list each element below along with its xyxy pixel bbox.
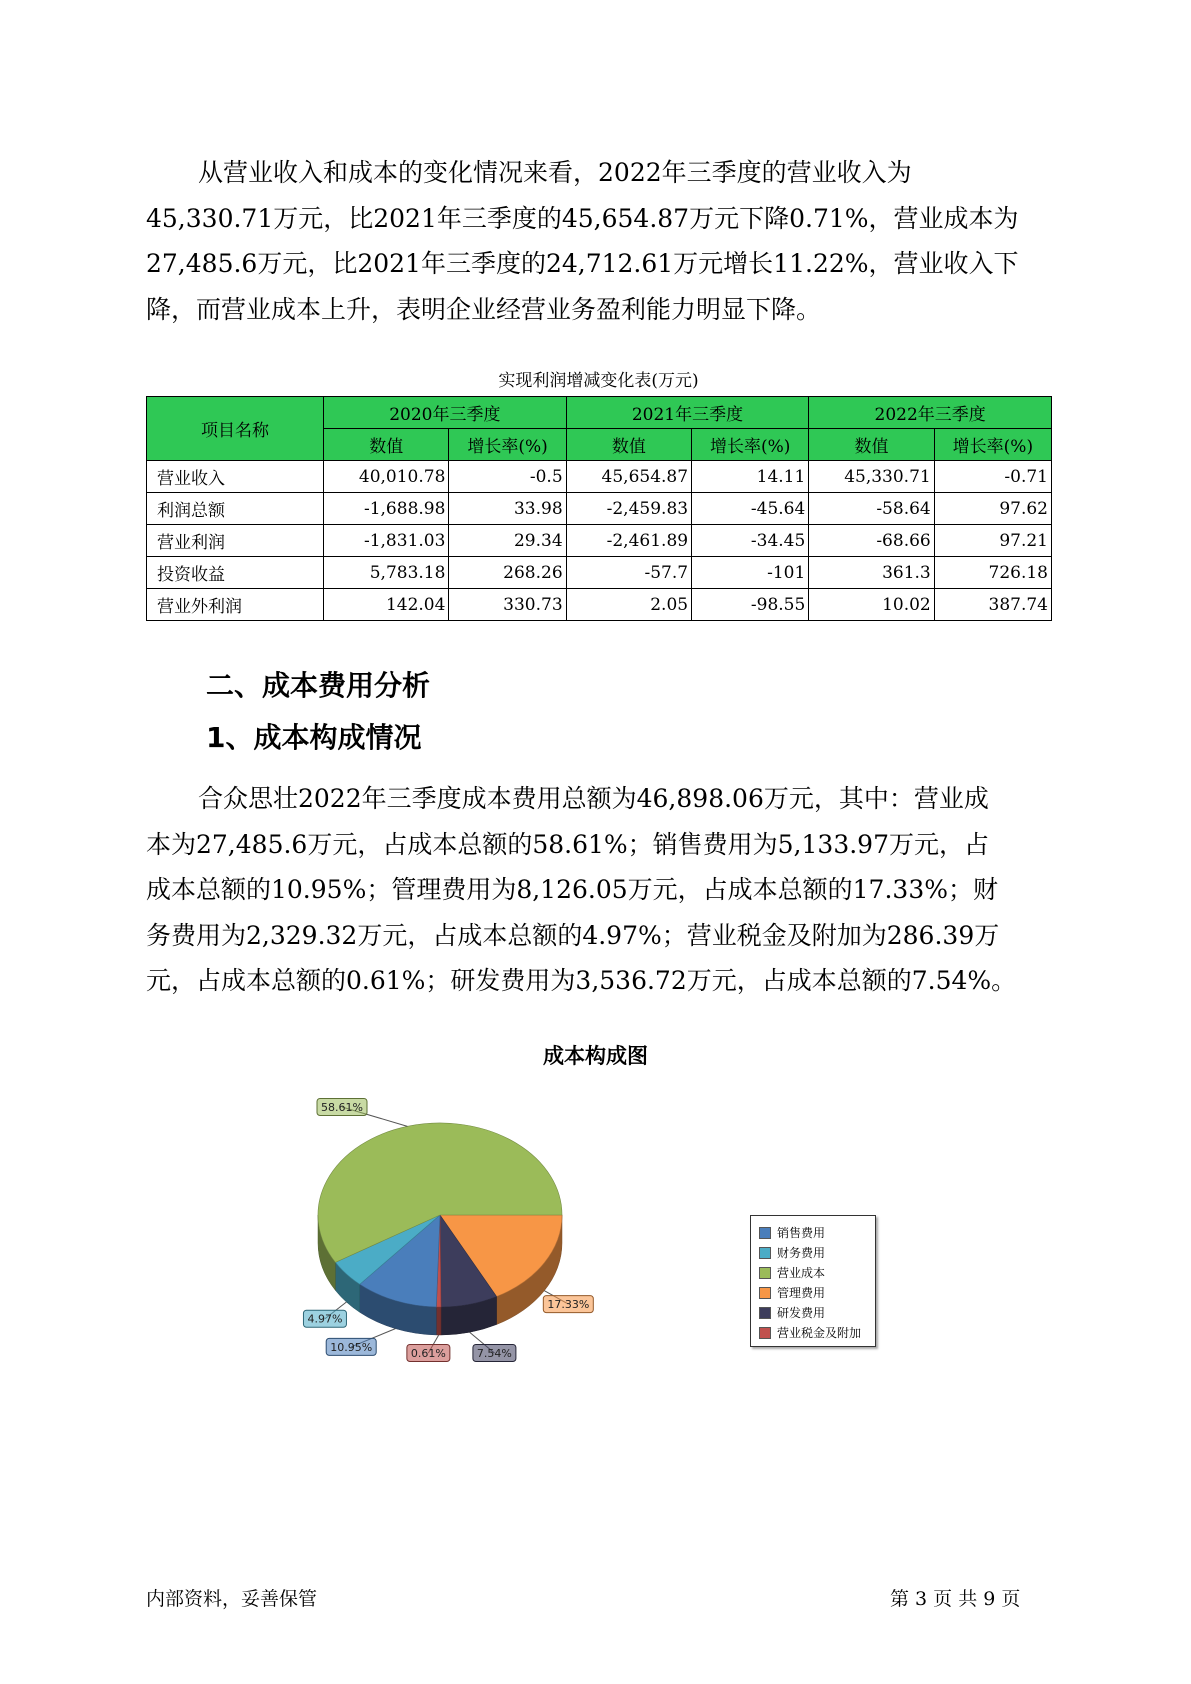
data-label: 0.61% bbox=[410, 1347, 446, 1360]
profit-change-table bbox=[146, 396, 1052, 621]
legend-item bbox=[759, 1303, 875, 1322]
table-cell: 10.02 bbox=[809, 589, 934, 621]
legend-label: 研发费用 bbox=[777, 1306, 826, 1320]
paragraph-line: 务费用为2,329.32万元，占成本总额的4.97%；营业税金及附加为286.39万 bbox=[146, 920, 1000, 950]
year-header: 2021年三季度 bbox=[566, 397, 809, 429]
legend-item bbox=[759, 1323, 875, 1342]
footer-note: 内部资料，妥善保管 bbox=[146, 1588, 318, 1610]
table-cell: -0.71 bbox=[934, 461, 1051, 493]
legend-label: 营业成本 bbox=[777, 1266, 826, 1280]
legend-swatch bbox=[759, 1327, 771, 1339]
section-heading: 二、成本费用分析 bbox=[206, 669, 431, 702]
row-name: 利润总额 bbox=[147, 493, 324, 525]
table-cell: 5,783.18 bbox=[324, 557, 449, 589]
legend-label: 管理费用 bbox=[777, 1286, 826, 1300]
table-cell: -0.5 bbox=[449, 461, 566, 493]
subsection-heading: 1、成本构成情况 bbox=[206, 721, 422, 754]
legend-item bbox=[759, 1283, 875, 1302]
table-cell: 14.11 bbox=[692, 461, 809, 493]
table-cell: -58.64 bbox=[809, 493, 934, 525]
growth-header: 增长率(%) bbox=[692, 429, 809, 461]
legend-swatch bbox=[759, 1307, 771, 1319]
table-cell: -57.7 bbox=[566, 557, 691, 589]
table-row bbox=[147, 461, 1052, 493]
legend-list bbox=[751, 1216, 875, 1342]
growth-header: 增长率(%) bbox=[449, 429, 566, 461]
table-row bbox=[147, 493, 1052, 525]
data-label: 7.54% bbox=[476, 1347, 512, 1360]
row-name: 营业收入 bbox=[147, 461, 324, 493]
table-cell: 29.34 bbox=[449, 525, 566, 557]
table-cell: -98.55 bbox=[692, 589, 809, 621]
table-cell: -45.64 bbox=[692, 493, 809, 525]
paragraph-line: 本为27,485.6万元，占成本总额的58.61%；销售费用为5,133.97万元，占 bbox=[146, 829, 989, 859]
value-header: 数值 bbox=[566, 429, 691, 461]
growth-header: 增长率(%) bbox=[934, 429, 1051, 461]
value-header: 数值 bbox=[809, 429, 934, 461]
table-cell: 142.04 bbox=[324, 589, 449, 621]
table-cell: 97.62 bbox=[934, 493, 1051, 525]
paragraph-line: 27,485.6万元，比2021年三季度的24,712.61万元增长11.22%，营业收入下 bbox=[146, 249, 1019, 279]
paragraph-line: 降，而营业成本上升，表明企业经营业务盈利能力明显下降。 bbox=[146, 294, 822, 324]
table-row bbox=[147, 525, 1052, 557]
table-cell: 726.18 bbox=[934, 557, 1051, 589]
legend-item bbox=[759, 1263, 875, 1282]
data-label: 17.33% bbox=[547, 1298, 590, 1312]
legend-swatch bbox=[759, 1227, 771, 1239]
legend-item bbox=[759, 1223, 875, 1242]
table-cell: -101 bbox=[692, 557, 809, 589]
table-cell: 387.74 bbox=[934, 589, 1051, 621]
table-cell: 45,654.87 bbox=[566, 461, 691, 493]
table-row bbox=[147, 557, 1052, 589]
legend-label: 销售费用 bbox=[777, 1226, 826, 1240]
chart-legend bbox=[750, 1215, 876, 1347]
table-cell: 45,330.71 bbox=[809, 461, 934, 493]
value-header: 数值 bbox=[324, 429, 449, 461]
table-cell: -1,688.98 bbox=[324, 493, 449, 525]
table-cell: -34.45 bbox=[692, 525, 809, 557]
paragraph-line: 成本总额的10.95%；管理费用为8,126.05万元，占成本总额的17.33%；财 bbox=[146, 875, 998, 905]
table-cell: 330.73 bbox=[449, 589, 566, 621]
paragraph-line: 元，占成本总额的0.61%；研发费用为3,536.72万元，占成本总额的7.54%。 bbox=[146, 966, 1017, 996]
table-cell: 268.26 bbox=[449, 557, 566, 589]
row-name: 营业利润 bbox=[147, 525, 324, 557]
legend-label: 财务费用 bbox=[777, 1246, 826, 1260]
table-row bbox=[147, 589, 1052, 621]
table-cell: -2,461.89 bbox=[566, 525, 691, 557]
legend-swatch bbox=[759, 1267, 771, 1279]
data-label: 10.95% bbox=[330, 1340, 373, 1354]
table-cell: 33.98 bbox=[449, 493, 566, 525]
paragraph-line: 从营业收入和成本的变化情况来看，2022年三季度的营业收入为 bbox=[198, 158, 912, 187]
legend-label: 营业税金及附加 bbox=[777, 1326, 862, 1340]
year-header: 2020年三季度 bbox=[324, 397, 567, 429]
intro-paragraph bbox=[146, 150, 1058, 332]
paragraph-line: 合众思壮2022年三季度成本费用总额为46,898.06万元，其中：营业成 bbox=[198, 784, 989, 813]
item-name-header: 项目名称 bbox=[147, 397, 324, 461]
legend-swatch bbox=[759, 1247, 771, 1259]
data-label: 4.97% bbox=[307, 1312, 343, 1326]
row-name: 营业外利润 bbox=[147, 589, 324, 621]
table-cell: 2.05 bbox=[566, 589, 691, 621]
pie-slice-side bbox=[436, 1307, 441, 1335]
year-header: 2022年三季度 bbox=[809, 397, 1052, 429]
table-cell: -68.66 bbox=[809, 525, 934, 557]
cost-pie-chart bbox=[290, 1095, 630, 1365]
table-cell: -2,459.83 bbox=[566, 493, 691, 525]
data-label: 58.61% bbox=[321, 1101, 363, 1114]
paragraph-line: 45,330.71万元，比2021年三季度的45,654.87万元下降0.71%，营业成本为 bbox=[146, 203, 1019, 233]
legend-item bbox=[759, 1243, 875, 1262]
table-caption: 实现利润增减变化表(万元) bbox=[498, 371, 699, 391]
cost-paragraph bbox=[146, 776, 1058, 1004]
legend-swatch bbox=[759, 1287, 771, 1299]
table-cell: -1,831.03 bbox=[324, 525, 449, 557]
page-number: 第 3 页 共 9 页 bbox=[890, 1588, 1021, 1610]
table-cell: 361.3 bbox=[809, 557, 934, 589]
row-name: 投资收益 bbox=[147, 557, 324, 589]
table-cell: 40,010.78 bbox=[324, 461, 449, 493]
chart-title: 成本构成图 bbox=[543, 1044, 648, 1068]
table-cell: 97.21 bbox=[934, 525, 1051, 557]
